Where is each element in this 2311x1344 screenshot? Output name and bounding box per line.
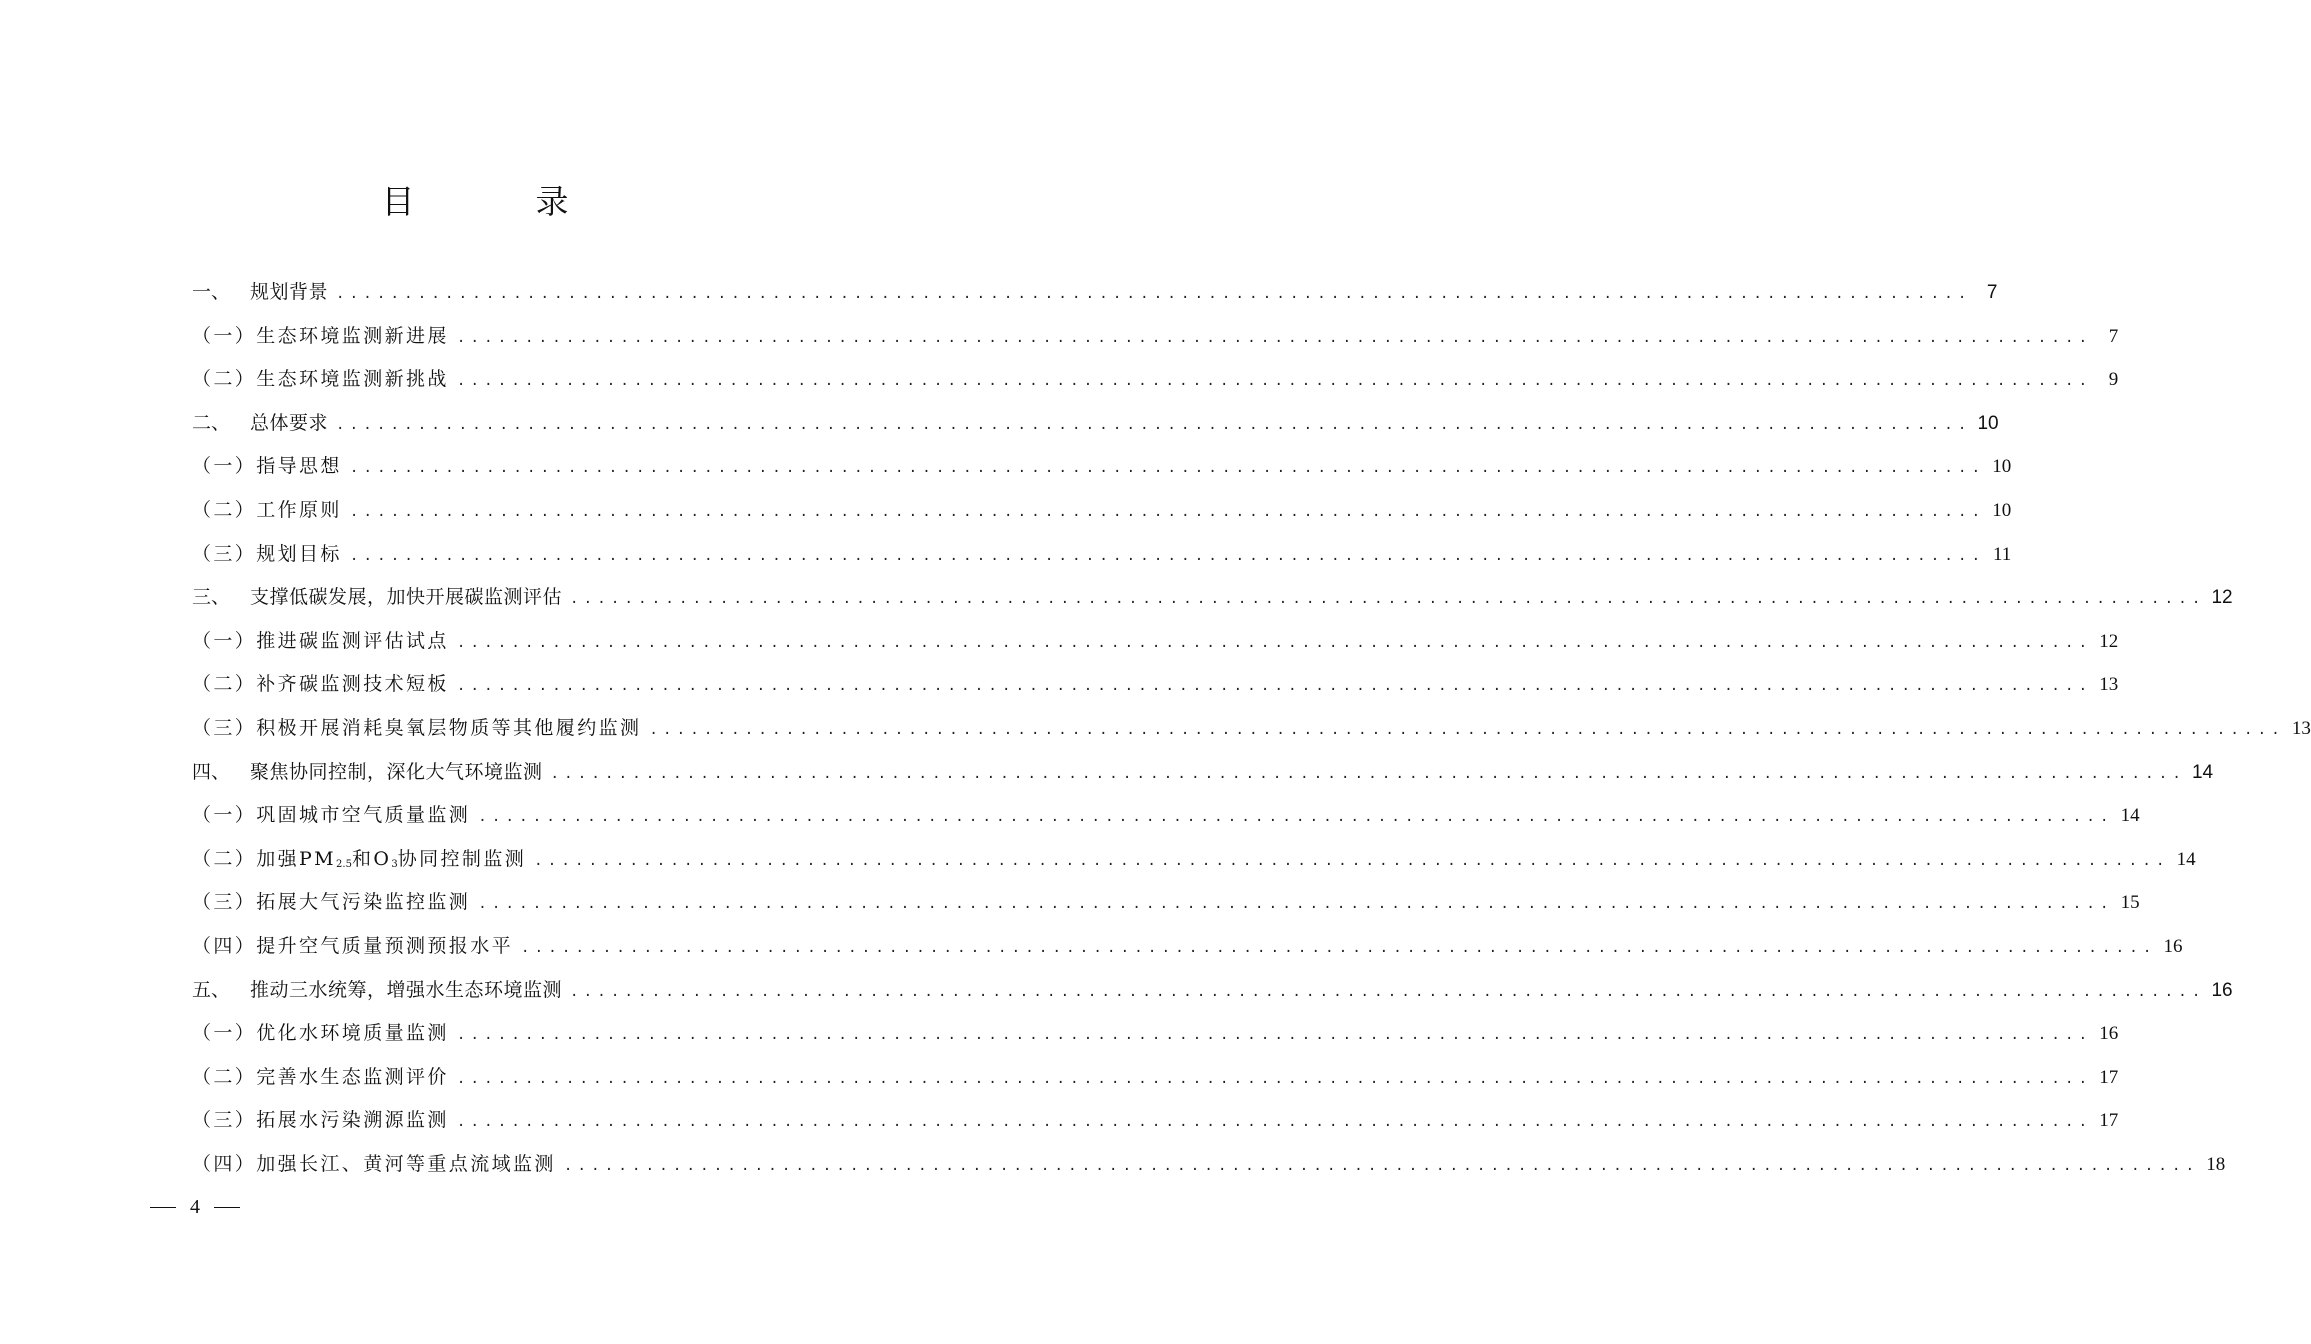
table-of-contents — [192, 275, 2311, 1190]
toc-entry-title: 完善水生态监测评价 — [256, 1065, 449, 1088]
toc-entry-number: 五、 — [192, 978, 231, 1001]
toc-leader-dots: ........................................................................................................................ — [456, 329, 2093, 346]
toc-page-number: 12 — [2099, 630, 2119, 652]
toc-entry-number: （二） — [192, 673, 257, 696]
toc-entry-number: 二、 — [192, 411, 231, 434]
toc-entry-number: （二） — [192, 1065, 257, 1088]
toc-leader-dots: ........................................................................................................................ — [478, 809, 2114, 826]
toc-leader-dots: ........................................................................................................................ — [563, 1157, 2200, 1174]
toc-page-number: 18 — [2206, 1153, 2226, 1175]
toc-entry-title: 规划背景 — [250, 281, 329, 303]
toc-leader-dots: ........................................................................................................................ — [550, 765, 2186, 782]
toc-leader-dots: ........................................................................................................................ — [456, 1027, 2093, 1044]
toc-entry-title: 拓展水污染溯源监测 — [256, 1109, 449, 1132]
toc-page-number: 13 — [2291, 717, 2311, 739]
toc-leader-dots: ........................................................................................................................ — [570, 591, 2206, 608]
toc-entry-title: 拓展大气污染监控监测 — [256, 891, 471, 914]
toc-chapter-entry[interactable] — [192, 973, 2233, 1017]
toc-entry-number: （二） — [192, 368, 257, 391]
toc-leader-dots: ........................................................................................................................ — [456, 373, 2093, 390]
toc-leader-dots: ........................................................................................................................ — [336, 286, 1972, 302]
toc-page-number: 10 — [1977, 412, 1999, 434]
toc-leader-dots: ........................................................................................................................ — [521, 939, 2157, 956]
toc-page-number: 12 — [2211, 587, 2233, 609]
toc-section-entry[interactable] — [192, 449, 2012, 493]
toc-page-number: 11 — [1992, 543, 2012, 565]
toc-entry-number: （二） — [192, 498, 257, 521]
toc-leader-dots: ........................................................................................................................ — [349, 460, 1986, 477]
toc-page-number: 10 — [1992, 499, 2012, 521]
toc-entry-title: 聚焦协同控制，深化大气环境监测 — [250, 760, 543, 783]
toc-page-number: 7 — [2108, 325, 2119, 347]
toc-leader-dots: ........................................................................................................................ — [456, 634, 2093, 651]
toc-entry-title: 优化水环境质量监测 — [256, 1022, 449, 1045]
toc-section-entry[interactable] — [192, 493, 2012, 537]
toc-section-entry[interactable] — [192, 1147, 2226, 1191]
toc-entry-number: （三） — [192, 542, 257, 565]
toc-leader-dots: ........................................................................................................................ — [456, 678, 2093, 695]
toc-page-number: 14 — [2191, 761, 2214, 783]
toc-page-number: 14 — [2176, 848, 2196, 870]
toc-entry-title: 积极开展消耗臭氧层物质等其他履约监测 — [256, 716, 642, 739]
toc-entry-number: （三） — [192, 891, 257, 914]
toc-page-number: 16 — [2211, 979, 2233, 1001]
toc-section-entry[interactable] — [192, 929, 2183, 973]
toc-section-entry[interactable] — [192, 537, 2012, 581]
toc-entry-number: （一） — [192, 804, 257, 827]
toc-entry-number: （三） — [192, 1109, 257, 1132]
toc-leader-dots: ........................................................................................................................ — [534, 852, 2170, 869]
toc-page-number: 17 — [2099, 1110, 2119, 1132]
toc-leader-dots: ........................................................................................................................ — [349, 547, 1986, 564]
toc-entry-title: 生态环境监测新挑战 — [256, 368, 449, 391]
toc-leader-dots: ........................................................................................................................ — [478, 896, 2114, 913]
toc-entry-title: 规划目标 — [256, 542, 342, 565]
toc-page-number: 14 — [2120, 805, 2140, 827]
toc-section-entry[interactable] — [192, 319, 2119, 363]
toc-entry-title: 巩固城市空气质量监测 — [256, 804, 471, 827]
toc-entry-title: 总体要求 — [250, 411, 329, 434]
toc-entry-title: 指导思想 — [256, 455, 342, 478]
page-title: 目 录 — [381, 182, 613, 221]
toc-entry-number: （一） — [192, 455, 257, 478]
toc-leader-dots: ........................................................................................................................ — [570, 983, 2206, 1000]
footer-dash-left — [150, 1207, 176, 1208]
toc-entry-number: （一） — [192, 1022, 257, 1045]
toc-section-entry[interactable] — [192, 667, 2119, 711]
toc-chapter-entry[interactable] — [192, 755, 2214, 799]
toc-page-number: 17 — [2099, 1066, 2119, 1088]
toc-leader-dots: ........................................................................................................................ — [336, 416, 1972, 433]
toc-page-number: 9 — [2108, 369, 2119, 391]
toc-section-entry[interactable] — [192, 1060, 2119, 1104]
toc-entry-number: 一、 — [192, 281, 231, 303]
toc-chapter-entry[interactable] — [192, 406, 1999, 450]
toc-entry-number: 四、 — [192, 760, 231, 783]
toc-page-number: 16 — [2099, 1023, 2119, 1045]
toc-page-number: 7 — [1986, 282, 1998, 303]
toc-leader-dots: ........................................................................................................................ — [349, 503, 1986, 520]
toc-section-entry[interactable] — [192, 885, 2140, 929]
toc-entry-number: （二） — [192, 847, 257, 870]
toc-entry-number: 三、 — [192, 586, 231, 609]
toc-page-number: 16 — [2163, 935, 2183, 957]
toc-entry-number: （一） — [192, 629, 257, 652]
toc-section-entry[interactable] — [192, 1016, 2119, 1060]
toc-entry-title: 加强$PM_{2.5}$和$O_3$协同控制监测 — [256, 847, 527, 870]
toc-entry-title: 加强长江、黄河等重点流域监测 — [256, 1152, 556, 1175]
toc-leader-dots: ........................................................................................................................ — [456, 1114, 2093, 1131]
toc-entry-number: （四） — [192, 934, 257, 957]
toc-leader-dots: ........................................................................................................................ — [649, 721, 2285, 738]
toc-section-entry[interactable] — [192, 798, 2140, 842]
toc-leader-dots: ........................................................................................................................ — [456, 1070, 2093, 1087]
toc-entry-title: 推进碳监测评估试点 — [256, 629, 449, 652]
toc-entry-title: 生态环境监测新进展 — [256, 324, 449, 347]
toc-page-number: 10 — [1992, 456, 2012, 478]
toc-entry-number: （四） — [192, 1152, 257, 1175]
page-footer — [150, 1196, 240, 1219]
toc-page-number: 15 — [2120, 892, 2140, 914]
toc-chapter-entry[interactable] — [192, 275, 1998, 319]
toc-entry-number: （一） — [192, 324, 257, 347]
footer-dash-right — [214, 1207, 240, 1208]
toc-section-entry[interactable] — [192, 1103, 2119, 1147]
toc-entry-title: 支撑低碳发展，加快开展碳监测评估 — [250, 586, 563, 609]
toc-section-entry[interactable] — [192, 842, 2196, 886]
footer-page-number: 4 — [190, 1196, 200, 1218]
toc-entry-title: 提升空气质量预测预报水平 — [256, 934, 514, 957]
toc-entry-number: （三） — [192, 716, 257, 739]
toc-entry-title: 推动三水统筹，增强水生态环境监测 — [250, 978, 563, 1001]
toc-entry-title: 补齐碳监测技术短板 — [256, 673, 449, 696]
toc-chapter-entry[interactable] — [192, 580, 2233, 624]
toc-page-number: 13 — [2099, 674, 2119, 696]
toc-section-entry[interactable] — [192, 711, 2311, 755]
toc-section-entry[interactable] — [192, 362, 2119, 406]
toc-section-entry[interactable] — [192, 624, 2119, 668]
toc-entry-title: 工作原则 — [256, 498, 342, 521]
